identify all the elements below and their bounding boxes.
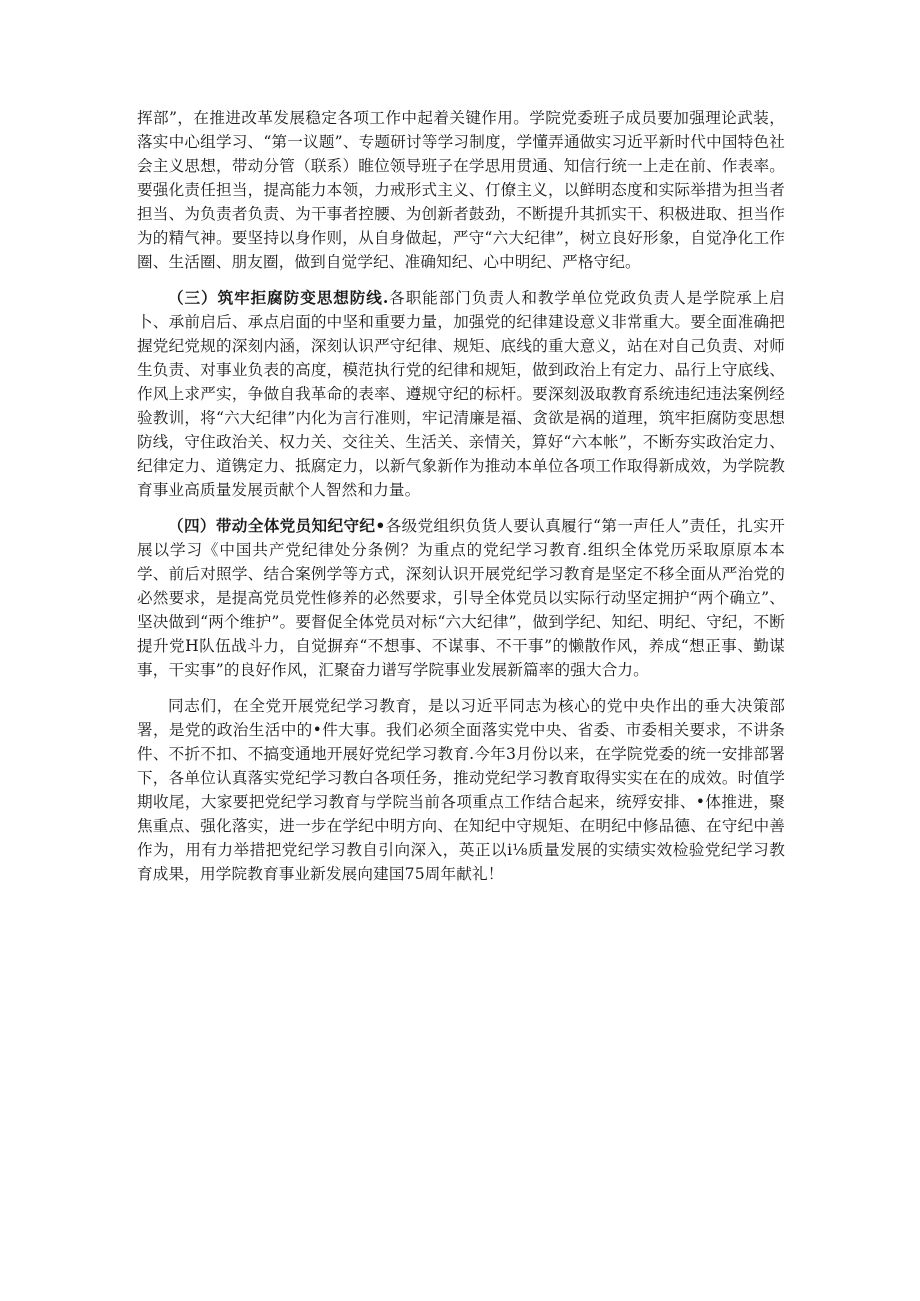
paragraph-section-3	[137, 286, 785, 502]
section-heading: （四）带动全体党员知纪守纪•	[168, 516, 386, 535]
paragraph-text: 挥部”，在推进改革发展稳定各项工作中起着关键作用。学院党委班子成员要加强理论武装，落实中心组学习、“第一议题”、专题研讨等学习制度，学懂弄通做实习近平新时代中国特色社会主义思想，带动分管（联系）睢位领导班子在学思用贯通、知信行统一上走在前、作表率。要强化责任担当，提高能力本领，力戒形式主义、仃僚主义，以鲜明态度和实际举措为担当者担当、为负责者负责、为干事者控腰、为创新者鼓劲，不断提升其抓实干、积极进取、担当作为的精气神。要坚持以身作则，从自身做起，严守“六大纪律”，树立良好形象，自觉净化工作圈、生活圈、朋友圈，做到自觉学纪、准确知纪、心中明纪、严格守纪。	[137, 109, 785, 271]
paragraph-continuation	[137, 106, 785, 274]
paragraph-text: 各级党组织负货人要认真履行“第一声任人”责任，扎实开展以学习《中国共产党纪律处分条例？为重点的党纪学习教育.组织全体党历采取原原本本学、前后对照学、结合案例学等方式，深刻认识开展党纪学习教育是坚定不移全面从严治党的必然要求，是提高党员党性修养的必然要求，引导全体党员以实际行动坚定拥护“两个确立”、坚决做到“两个维护”。要督促全体党员对标“六大纪律”，做到学纪、知纪、明纪、守纪，不断提升党H队伍战斗力，自觉摒弃“不想事、不谋事、不干事”的懒散作风，养成“想正事、勤谋事，干实事”的良好作风，汇聚奋力谱写学院事业发展新篇率的强大合力。	[137, 517, 785, 679]
paragraph-text: 各职能部门负责人和教学单位党政负责人是学院承上启卜、承前启后、承点启面的中坚和重要力量，加强党的纪律建设意义非常重大。要全面准确把握党纪党规的深刻内涵，深刻认识严守纪律、规矩、底线的重大意义，站在对自己负责、对师生负责、对事业负表的高度，模范执行党的纪律和规矩，做到政治上有定力、品行上守底线、作风上求严实，争做自我革命的表率、遵规守纪的标杆。要深刻汲取教育系统违纪违法案例经验教训，将“六大纪律”内化为言行准则，牢记清廉是福、贪欲是祸的道理，筑牢拒腐防变思想防线，守住政治关、权力关、交往关、生活关、亲情关，算好“六本帐”，不断夯实政治定力、纪律定力、道镌定力、抵腐定力，以新气象新作为推动本单位各项工作取得新成效，为学院教育事业高质量发展贡献个人智然和力量。	[137, 289, 785, 499]
document-body	[137, 106, 785, 898]
paragraph-text: 同志们，在全党开展党纪学习教育，是以习近平同志为核心的党中央作出的垂大决策部署，是党的政治生活中的•件大事。我们必须全面落实党中央、省委、市委相关要求，不讲条件、不折不扣、不搞变通地开展好党纪学习教育.今年3月份以来，在学院党委的统一安排部署下，各单位认真落实党纪学习教白各项任务，推动党纪学习教育取得实实在在的成效。时值学期收尾，大家要把党纪学习教育与学院当前各项重点工作结合起来，统殍安排、•体推进，聚焦重点、强化落实，进一步在学纪中明方向、在知纪中守规矩、在明纪中修品德、在守纪中善作为，用有力举措把党纪学习教自引向深入，英正以i⅛质量发展的实绩实效检验党纪学习教育成果，用学院教育事业新发展向建国75周年献礼！	[137, 697, 785, 883]
section-heading: （三）筑牢拒腐防变思想防线.	[168, 288, 389, 307]
paragraph-section-4	[137, 514, 785, 682]
paragraph-closing	[137, 694, 785, 886]
